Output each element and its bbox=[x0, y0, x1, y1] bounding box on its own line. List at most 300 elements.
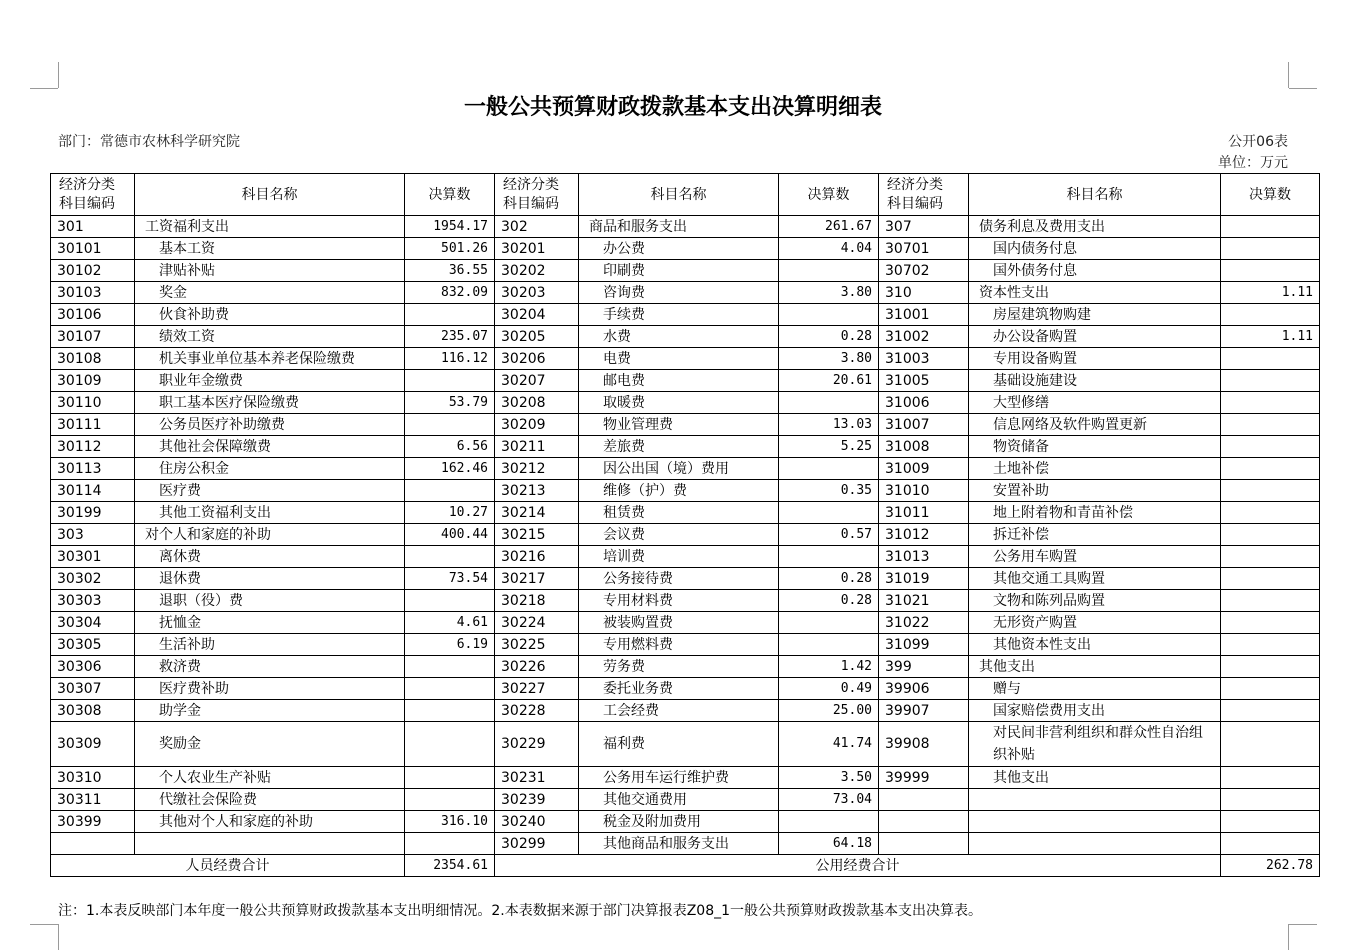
table-row bbox=[51, 216, 1320, 238]
table-row bbox=[51, 414, 1320, 436]
amount-cell bbox=[1221, 238, 1320, 260]
code-cell: 30311 bbox=[51, 789, 135, 811]
table-row bbox=[51, 590, 1320, 612]
crop-mark bbox=[58, 62, 59, 88]
table-row bbox=[51, 458, 1320, 480]
code-cell: 30204 bbox=[495, 304, 579, 326]
crop-mark bbox=[1289, 88, 1317, 89]
unit-label: 单位：万元 bbox=[1218, 155, 1288, 171]
name-cell bbox=[969, 789, 1221, 811]
name-cell: 基础设施建设 bbox=[969, 370, 1221, 392]
code-cell: 302 bbox=[495, 216, 579, 238]
amount-cell: 20.61 bbox=[779, 370, 879, 392]
header-code: 经济分类 科目编码 bbox=[495, 174, 579, 216]
name-cell: 职工基本医疗保险缴费 bbox=[135, 392, 405, 414]
name-cell: 公务员医疗补助缴费 bbox=[135, 414, 405, 436]
amount-cell bbox=[1221, 436, 1320, 458]
code-cell: 30304 bbox=[51, 612, 135, 634]
code-cell: 30217 bbox=[495, 568, 579, 590]
amount-cell bbox=[405, 590, 495, 612]
code-cell: 30224 bbox=[495, 612, 579, 634]
name-cell: 公务用车购置 bbox=[969, 546, 1221, 568]
amount-cell bbox=[405, 833, 495, 855]
code-cell: 31013 bbox=[879, 546, 969, 568]
code-cell: 30111 bbox=[51, 414, 135, 436]
code-cell: 30206 bbox=[495, 348, 579, 370]
amount-cell: 0.28 bbox=[779, 568, 879, 590]
table-row bbox=[51, 656, 1320, 678]
code-cell: 30701 bbox=[879, 238, 969, 260]
code-cell: 30203 bbox=[495, 282, 579, 304]
code-cell: 31019 bbox=[879, 568, 969, 590]
name-cell: 物业管理费 bbox=[579, 414, 779, 436]
amount-cell bbox=[1221, 304, 1320, 326]
code-cell: 30211 bbox=[495, 436, 579, 458]
code-cell bbox=[879, 789, 969, 811]
amount-cell bbox=[405, 789, 495, 811]
name-cell: 对个人和家庭的补助 bbox=[135, 524, 405, 546]
name-cell: 邮电费 bbox=[579, 370, 779, 392]
code-cell: 31009 bbox=[879, 458, 969, 480]
code-cell: 399 bbox=[879, 656, 969, 678]
table-row bbox=[51, 282, 1320, 304]
amount-cell bbox=[1221, 700, 1320, 722]
code-cell: 30302 bbox=[51, 568, 135, 590]
name-cell: 咨询费 bbox=[579, 282, 779, 304]
amount-cell: 6.19 bbox=[405, 634, 495, 656]
table-row bbox=[51, 238, 1320, 260]
amount-cell: 6.56 bbox=[405, 436, 495, 458]
name-cell: 会议费 bbox=[579, 524, 779, 546]
name-cell: 办公设备购置 bbox=[969, 326, 1221, 348]
name-cell: 专用材料费 bbox=[579, 590, 779, 612]
report-title: 一般公共预算财政拨款基本支出决算明细表 bbox=[463, 94, 882, 120]
name-cell: 助学金 bbox=[135, 700, 405, 722]
code-cell: 31010 bbox=[879, 480, 969, 502]
name-cell: 其他对个人和家庭的补助 bbox=[135, 811, 405, 833]
code-cell: 30213 bbox=[495, 480, 579, 502]
amount-cell: 73.04 bbox=[779, 789, 879, 811]
header-name: 科目名称 bbox=[135, 174, 405, 216]
name-cell: 生活补助 bbox=[135, 634, 405, 656]
amount-cell bbox=[405, 304, 495, 326]
footnote: 注：1.本表反映部门本年度一般公共预算财政拨款基本支出明细情况。2.本表数据来源于部门决算报表Z08_1一般公共预算财政拨款基本支出决算表。 bbox=[58, 903, 983, 919]
amount-cell: 73.54 bbox=[405, 568, 495, 590]
name-cell: 因公出国（境）费用 bbox=[579, 458, 779, 480]
code-cell: 39908 bbox=[879, 722, 969, 767]
code-cell: 30309 bbox=[51, 722, 135, 767]
amount-cell: 4.04 bbox=[779, 238, 879, 260]
amount-cell: 1954.17 bbox=[405, 216, 495, 238]
name-cell: 机关事业单位基本养老保险缴费 bbox=[135, 348, 405, 370]
code-cell: 30229 bbox=[495, 722, 579, 767]
name-cell: 劳务费 bbox=[579, 656, 779, 678]
public-total-label: 公用经费合计 bbox=[495, 855, 1221, 877]
name-cell: 委托业务费 bbox=[579, 678, 779, 700]
amount-cell bbox=[779, 458, 879, 480]
code-cell: 30301 bbox=[51, 546, 135, 568]
amount-cell bbox=[1221, 833, 1320, 855]
amount-cell: 400.44 bbox=[405, 524, 495, 546]
amount-cell: 25.00 bbox=[779, 700, 879, 722]
amount-cell bbox=[779, 811, 879, 833]
name-cell: 专用设备购置 bbox=[969, 348, 1221, 370]
amount-cell bbox=[779, 634, 879, 656]
amount-cell bbox=[1221, 458, 1320, 480]
code-cell: 30214 bbox=[495, 502, 579, 524]
amount-cell bbox=[1221, 414, 1320, 436]
code-cell: 30207 bbox=[495, 370, 579, 392]
name-cell: 对民间非营利组织和群众性自治组织补贴 bbox=[969, 722, 1221, 767]
name-cell: 物资储备 bbox=[969, 436, 1221, 458]
amount-cell bbox=[779, 546, 879, 568]
table-row bbox=[51, 568, 1320, 590]
code-cell: 30306 bbox=[51, 656, 135, 678]
code-cell: 30102 bbox=[51, 260, 135, 282]
code-cell: 31008 bbox=[879, 436, 969, 458]
code-cell: 30199 bbox=[51, 502, 135, 524]
amount-cell: 36.55 bbox=[405, 260, 495, 282]
name-cell: 其他交通工具购置 bbox=[969, 568, 1221, 590]
amount-cell: 4.61 bbox=[405, 612, 495, 634]
header-row bbox=[51, 174, 1320, 216]
table-row bbox=[51, 326, 1320, 348]
amount-cell bbox=[1221, 480, 1320, 502]
name-cell: 个人农业生产补贴 bbox=[135, 767, 405, 789]
header-amount: 决算数 bbox=[405, 174, 495, 216]
table-row bbox=[51, 833, 1320, 855]
code-cell: 31002 bbox=[879, 326, 969, 348]
code-cell: 30240 bbox=[495, 811, 579, 833]
name-cell: 职业年金缴费 bbox=[135, 370, 405, 392]
name-cell: 工会经费 bbox=[579, 700, 779, 722]
amount-cell: 0.28 bbox=[779, 326, 879, 348]
name-cell: 国家赔偿费用支出 bbox=[969, 700, 1221, 722]
table-row bbox=[51, 480, 1320, 502]
amount-cell bbox=[1221, 789, 1320, 811]
name-cell: 其他商品和服务支出 bbox=[579, 833, 779, 855]
table-row bbox=[51, 612, 1320, 634]
crop-mark bbox=[1288, 62, 1289, 88]
name-cell: 专用燃料费 bbox=[579, 634, 779, 656]
name-cell: 福利费 bbox=[579, 722, 779, 767]
table-row bbox=[51, 634, 1320, 656]
amount-cell: 316.10 bbox=[405, 811, 495, 833]
code-cell: 30305 bbox=[51, 634, 135, 656]
amount-cell bbox=[1221, 612, 1320, 634]
amount-cell: 0.35 bbox=[779, 480, 879, 502]
code-cell: 30113 bbox=[51, 458, 135, 480]
personnel-total-value: 2354.61 bbox=[405, 855, 495, 877]
code-cell: 30308 bbox=[51, 700, 135, 722]
name-cell: 其他交通费用 bbox=[579, 789, 779, 811]
code-cell: 30702 bbox=[879, 260, 969, 282]
code-cell: 30399 bbox=[51, 811, 135, 833]
name-cell: 水费 bbox=[579, 326, 779, 348]
amount-cell: 1.42 bbox=[779, 656, 879, 678]
code-cell: 30228 bbox=[495, 700, 579, 722]
amount-cell bbox=[1221, 678, 1320, 700]
code-cell: 30208 bbox=[495, 392, 579, 414]
name-cell: 其他支出 bbox=[969, 767, 1221, 789]
code-cell: 30212 bbox=[495, 458, 579, 480]
code-cell: 30108 bbox=[51, 348, 135, 370]
amount-cell: 3.80 bbox=[779, 282, 879, 304]
amount-cell bbox=[1221, 524, 1320, 546]
code-cell: 301 bbox=[51, 216, 135, 238]
code-cell: 31006 bbox=[879, 392, 969, 414]
amount-cell bbox=[1221, 568, 1320, 590]
amount-cell bbox=[1221, 392, 1320, 414]
amount-cell: 116.12 bbox=[405, 348, 495, 370]
name-cell: 商品和服务支出 bbox=[579, 216, 779, 238]
name-cell: 离休费 bbox=[135, 546, 405, 568]
code-cell: 31022 bbox=[879, 612, 969, 634]
name-cell: 津贴补贴 bbox=[135, 260, 405, 282]
code-cell: 30109 bbox=[51, 370, 135, 392]
code-cell: 30226 bbox=[495, 656, 579, 678]
name-cell: 土地补偿 bbox=[969, 458, 1221, 480]
amount-cell bbox=[1221, 656, 1320, 678]
name-cell: 其他工资福利支出 bbox=[135, 502, 405, 524]
code-cell: 31003 bbox=[879, 348, 969, 370]
name-cell: 拆迁补偿 bbox=[969, 524, 1221, 546]
table-row bbox=[51, 392, 1320, 414]
amount-cell bbox=[779, 392, 879, 414]
code-cell bbox=[879, 811, 969, 833]
amount-cell bbox=[1221, 767, 1320, 789]
amount-cell: 501.26 bbox=[405, 238, 495, 260]
name-cell: 奖金 bbox=[135, 282, 405, 304]
code-cell: 30231 bbox=[495, 767, 579, 789]
code-cell: 30310 bbox=[51, 767, 135, 789]
code-cell: 30114 bbox=[51, 480, 135, 502]
name-cell: 房屋建筑物购建 bbox=[969, 304, 1221, 326]
crop-mark bbox=[30, 924, 58, 925]
amount-cell: 53.79 bbox=[405, 392, 495, 414]
table-row bbox=[51, 436, 1320, 458]
table-row bbox=[51, 524, 1320, 546]
code-cell: 30209 bbox=[495, 414, 579, 436]
name-cell: 电费 bbox=[579, 348, 779, 370]
name-cell: 救济费 bbox=[135, 656, 405, 678]
table-row bbox=[51, 767, 1320, 789]
table-row bbox=[51, 700, 1320, 722]
code-cell: 30202 bbox=[495, 260, 579, 282]
header-code: 经济分类 科目编码 bbox=[879, 174, 969, 216]
table-row bbox=[51, 370, 1320, 392]
code-cell: 30239 bbox=[495, 789, 579, 811]
amount-cell bbox=[1221, 590, 1320, 612]
public-total-value: 262.78 bbox=[1221, 855, 1320, 877]
amount-cell: 1.11 bbox=[1221, 282, 1320, 304]
amount-cell: 0.57 bbox=[779, 524, 879, 546]
amount-cell bbox=[1221, 348, 1320, 370]
amount-cell: 261.67 bbox=[779, 216, 879, 238]
table-row bbox=[51, 789, 1320, 811]
table-row bbox=[51, 502, 1320, 524]
name-cell: 工资福利支出 bbox=[135, 216, 405, 238]
amount-cell: 64.18 bbox=[779, 833, 879, 855]
code-cell: 31001 bbox=[879, 304, 969, 326]
name-cell: 抚恤金 bbox=[135, 612, 405, 634]
name-cell: 安置补助 bbox=[969, 480, 1221, 502]
name-cell: 印刷费 bbox=[579, 260, 779, 282]
code-cell: 307 bbox=[879, 216, 969, 238]
amount-cell bbox=[405, 656, 495, 678]
amount-cell: 162.46 bbox=[405, 458, 495, 480]
crop-mark bbox=[1289, 924, 1317, 925]
name-cell bbox=[969, 833, 1221, 855]
amount-cell bbox=[779, 304, 879, 326]
name-cell bbox=[969, 811, 1221, 833]
name-cell: 信息网络及软件购置更新 bbox=[969, 414, 1221, 436]
code-cell: 31011 bbox=[879, 502, 969, 524]
amount-cell: 832.09 bbox=[405, 282, 495, 304]
name-cell: 办公费 bbox=[579, 238, 779, 260]
name-cell: 被装购置费 bbox=[579, 612, 779, 634]
amount-cell: 5.25 bbox=[779, 436, 879, 458]
code-cell: 310 bbox=[879, 282, 969, 304]
name-cell: 赠与 bbox=[969, 678, 1221, 700]
amount-cell bbox=[1221, 546, 1320, 568]
table-code: 公开06表 bbox=[1228, 134, 1288, 150]
name-cell: 资本性支出 bbox=[969, 282, 1221, 304]
header-name: 科目名称 bbox=[969, 174, 1221, 216]
amount-cell bbox=[1221, 722, 1320, 767]
name-cell: 奖励金 bbox=[135, 722, 405, 767]
amount-cell: 1.11 bbox=[1221, 326, 1320, 348]
name-cell: 退休费 bbox=[135, 568, 405, 590]
code-cell: 39999 bbox=[879, 767, 969, 789]
name-cell: 税金及附加费用 bbox=[579, 811, 779, 833]
header-code: 经济分类 科目编码 bbox=[51, 174, 135, 216]
code-cell: 31012 bbox=[879, 524, 969, 546]
name-cell: 代缴社会保险费 bbox=[135, 789, 405, 811]
code-cell: 30227 bbox=[495, 678, 579, 700]
code-cell: 30201 bbox=[495, 238, 579, 260]
name-cell: 医疗费补助 bbox=[135, 678, 405, 700]
name-cell: 手续费 bbox=[579, 304, 779, 326]
amount-cell: 13.03 bbox=[779, 414, 879, 436]
table-row bbox=[51, 304, 1320, 326]
amount-cell bbox=[405, 414, 495, 436]
totals-row bbox=[51, 855, 1320, 877]
code-cell: 30101 bbox=[51, 238, 135, 260]
code-cell bbox=[51, 833, 135, 855]
name-cell: 债务利息及费用支出 bbox=[969, 216, 1221, 238]
code-cell: 39906 bbox=[879, 678, 969, 700]
table-row bbox=[51, 722, 1320, 767]
code-cell bbox=[879, 833, 969, 855]
name-cell: 无形资产购置 bbox=[969, 612, 1221, 634]
name-cell: 其他社会保障缴费 bbox=[135, 436, 405, 458]
amount-cell: 3.50 bbox=[779, 767, 879, 789]
name-cell: 差旅费 bbox=[579, 436, 779, 458]
code-cell: 30216 bbox=[495, 546, 579, 568]
header-amount: 决算数 bbox=[1221, 174, 1320, 216]
crop-mark bbox=[58, 924, 59, 950]
code-cell: 30112 bbox=[51, 436, 135, 458]
table-row bbox=[51, 348, 1320, 370]
name-cell: 医疗费 bbox=[135, 480, 405, 502]
code-cell: 30106 bbox=[51, 304, 135, 326]
amount-cell bbox=[1221, 811, 1320, 833]
name-cell bbox=[135, 833, 405, 855]
code-cell: 31099 bbox=[879, 634, 969, 656]
amount-cell bbox=[1221, 260, 1320, 282]
amount-cell bbox=[405, 767, 495, 789]
amount-cell: 41.74 bbox=[779, 722, 879, 767]
amount-cell bbox=[1221, 502, 1320, 524]
code-cell: 30307 bbox=[51, 678, 135, 700]
code-cell: 30218 bbox=[495, 590, 579, 612]
name-cell: 基本工资 bbox=[135, 238, 405, 260]
name-cell: 公务用车运行维护费 bbox=[579, 767, 779, 789]
code-cell: 30299 bbox=[495, 833, 579, 855]
code-cell: 31007 bbox=[879, 414, 969, 436]
table-row bbox=[51, 260, 1320, 282]
code-cell: 39907 bbox=[879, 700, 969, 722]
amount-cell bbox=[405, 678, 495, 700]
table-row bbox=[51, 678, 1320, 700]
amount-cell bbox=[1221, 216, 1320, 238]
amount-cell bbox=[779, 502, 879, 524]
name-cell: 培训费 bbox=[579, 546, 779, 568]
amount-cell: 0.28 bbox=[779, 590, 879, 612]
code-cell: 30107 bbox=[51, 326, 135, 348]
department-label: 部门：常德市农林科学研究院 bbox=[58, 134, 240, 150]
code-cell: 31021 bbox=[879, 590, 969, 612]
amount-cell bbox=[405, 480, 495, 502]
crop-mark bbox=[30, 88, 58, 89]
name-cell: 地上附着物和青苗补偿 bbox=[969, 502, 1221, 524]
amount-cell: 3.80 bbox=[779, 348, 879, 370]
amount-cell bbox=[405, 722, 495, 767]
name-cell: 文物和陈列品购置 bbox=[969, 590, 1221, 612]
amount-cell: 0.49 bbox=[779, 678, 879, 700]
code-cell: 31005 bbox=[879, 370, 969, 392]
personnel-total-label: 人员经费合计 bbox=[51, 855, 405, 877]
amount-cell bbox=[779, 260, 879, 282]
table-row bbox=[51, 546, 1320, 568]
amount-cell: 235.07 bbox=[405, 326, 495, 348]
name-cell: 国外债务付息 bbox=[969, 260, 1221, 282]
name-cell: 其他支出 bbox=[969, 656, 1221, 678]
name-cell: 伙食补助费 bbox=[135, 304, 405, 326]
header-amount: 决算数 bbox=[779, 174, 879, 216]
expenditure-table bbox=[50, 173, 1320, 877]
name-cell: 租赁费 bbox=[579, 502, 779, 524]
amount-cell bbox=[1221, 370, 1320, 392]
amount-cell bbox=[779, 612, 879, 634]
header-name: 科目名称 bbox=[579, 174, 779, 216]
crop-mark bbox=[1288, 924, 1289, 950]
table-row bbox=[51, 811, 1320, 833]
amount-cell: 10.27 bbox=[405, 502, 495, 524]
name-cell: 住房公积金 bbox=[135, 458, 405, 480]
code-cell: 303 bbox=[51, 524, 135, 546]
code-cell: 30103 bbox=[51, 282, 135, 304]
name-cell: 退职（役）费 bbox=[135, 590, 405, 612]
name-cell: 维修（护）费 bbox=[579, 480, 779, 502]
amount-cell bbox=[405, 546, 495, 568]
code-cell: 30205 bbox=[495, 326, 579, 348]
amount-cell bbox=[1221, 634, 1320, 656]
name-cell: 公务接待费 bbox=[579, 568, 779, 590]
name-cell: 国内债务付息 bbox=[969, 238, 1221, 260]
code-cell: 30303 bbox=[51, 590, 135, 612]
